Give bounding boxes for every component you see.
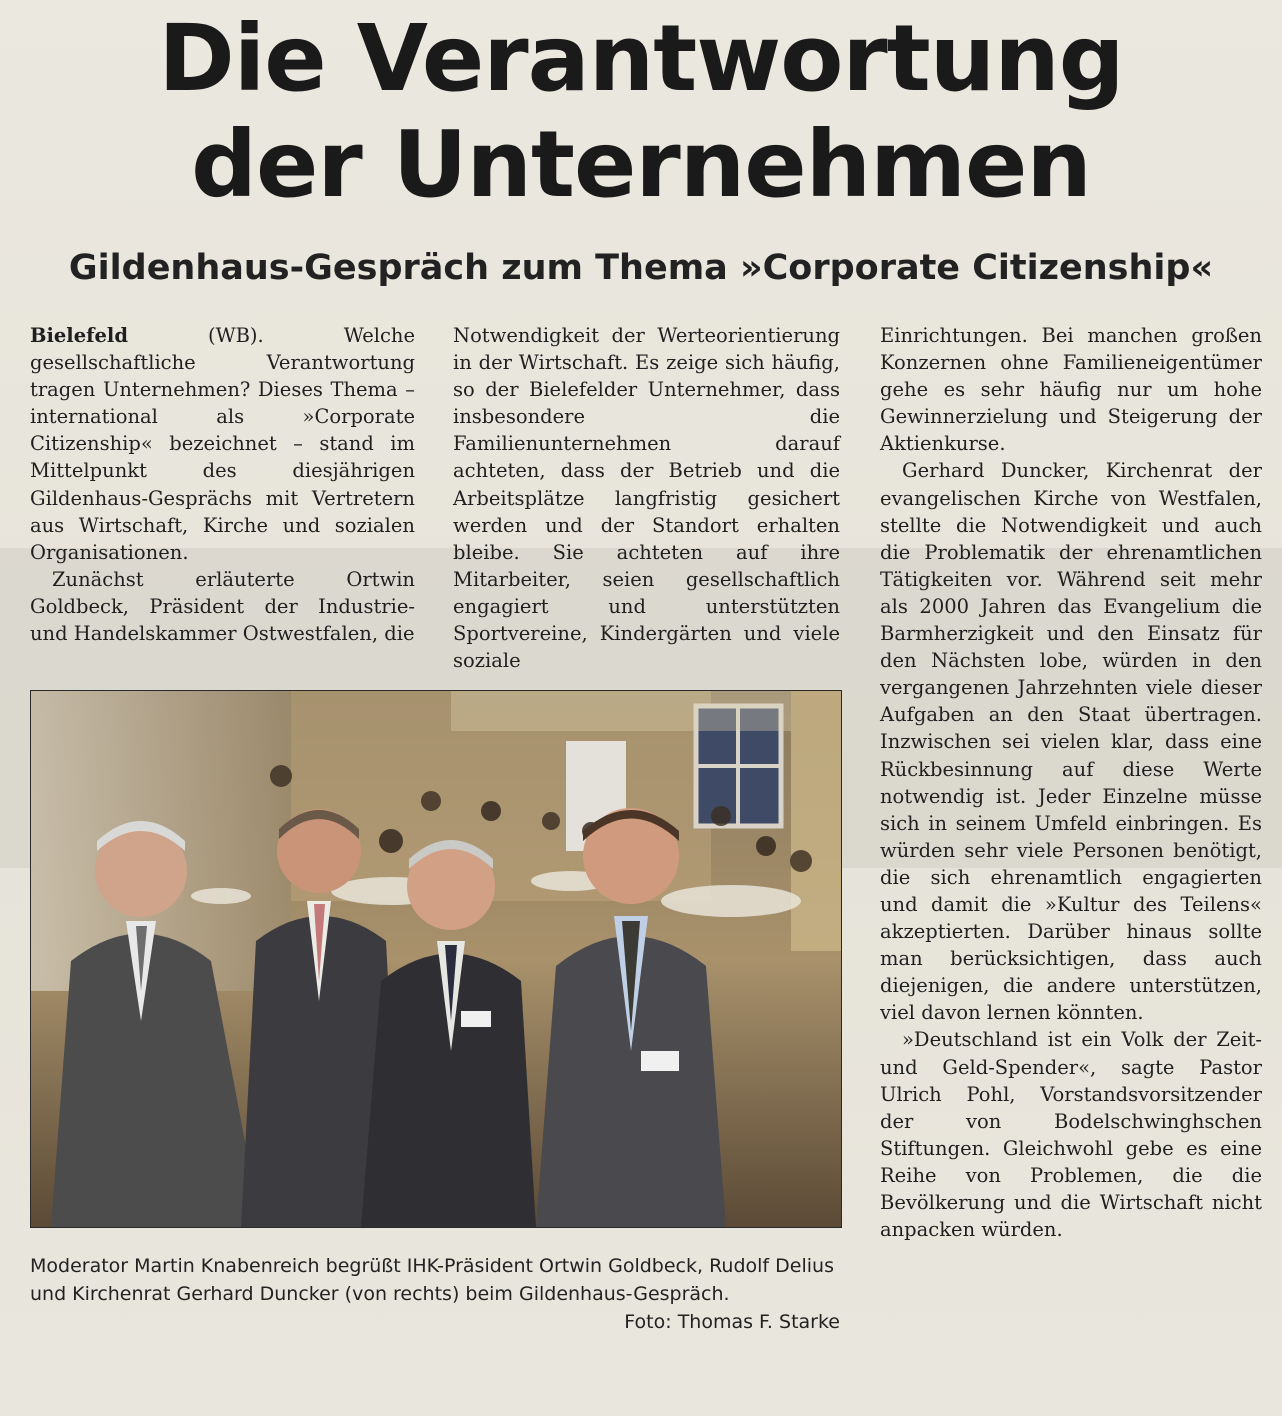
article-photo (30, 690, 842, 1228)
article-column-2 (453, 322, 840, 674)
article-column-3 (880, 322, 1262, 1342)
column-3-paragraph-3: »Deutschland ist ein Volk der Zeit- und Geld-Spender«, sagte Pastor Ulrich Pohl, Vorstandsvorsitzender der von Bodelschwinghschen Stiftungen. Gleichwohl gebe es eine Reihe von Problemen, die die Bevölkerung und die Wirtschaft nicht anpacken würden. (880, 1028, 1262, 1242)
column-2-paragraph-1: Notwendigkeit der Werteorientierung in der Wirtschaft. Es zeige sich häufig, so der Bielefelder Unternehmer, dass insbesondere die Familienunternehmen darauf achteten, dass der Betrieb und die Arbeitsplätze langfristig gesichert werden und der Standort erhalten bleibe. Sie achteten auf ihre Mitarbeiter, seien gesellschaftlich engagiert und unterstützten Sportvereine, Kindergärten und viele soziale (453, 324, 840, 673)
photo-credit: Foto: Thomas F. Starke (624, 1311, 840, 1333)
headline-line-1: Die Verantwortung (158, 5, 1124, 112)
subheadline: Gildenhaus-Gespräch zum Thema »Corporate Citizenship« (68, 248, 1214, 288)
column-1-paragraph-2: Zunächst erläuterte Ortwin Goldbeck, Präsident der Industrie- und Handelskammer Ostwestfalen, die (30, 567, 415, 646)
dateline: Bielefeld (30, 324, 128, 347)
article-column-1 (30, 322, 415, 647)
column-1-paragraph-1-text: (WB). Welche gesellschaftliche Verantwortung tragen Unternehmen? Dieses Thema – international als »Corporate Citizenship« bezeichnet – stand im Mittelpunkt des diesjährigen Gildenhaus-Gesprächs mit Vertretern aus Wirtschaft, Kirche und sozialen Organisationen. (30, 324, 415, 564)
headline-line-2: der Unternehmen (191, 111, 1091, 218)
column-3-paragraph-2: Gerhard Duncker, Kirchenrat der evangelischen Kirche von Westfalen, stellte die Notwendigkeit und auch die Problematik der ehrenamtlichen Tätigkeiten vor. Während seit mehr als 2000 Jahren das Evangelium die Barmherzigkeit und den Einsatz für den Nächsten lobe, würden in den vergangenen Jahrzehnten viele dieser Aufgaben an den Staat übertragen. Inzwischen sei vielen klar, dass eine Rückbesinnung auf diese Werte notwendig ist. Jeder Einzelne müsse sich in seinem Umfeld einbringen. Es würden sehr viele Personen benötigt, die sich ehrenamtlich engagierten und damit die »Kultur des Teilens« akzeptierten. Darüber hinaus sollte man berücksichtigen, dass auch diejenigen, die andere unterstützen, viel davon lernen könnten. (880, 459, 1262, 1025)
column-3-paragraph-1: Einrichtungen. Bei manchen großen Konzernen ohne Familieneigentümer gehe es sehr häufig nur um hohe Gewinnerzielung und Steigerung der Aktienkurse. (880, 324, 1262, 456)
photo-caption (30, 1252, 840, 1336)
column-1-paragraph-1 (30, 322, 415, 566)
caption-text: Moderator Martin Knabenreich begrüßt IHK-Präsident Ortwin Goldbeck, Rudolf Delius und Kirchenrat Gerhard Duncker (von rechts) beim Gildenhaus-Gespräch. (30, 1255, 834, 1305)
headline (0, 6, 1282, 218)
photo-illustration (31, 691, 841, 1227)
